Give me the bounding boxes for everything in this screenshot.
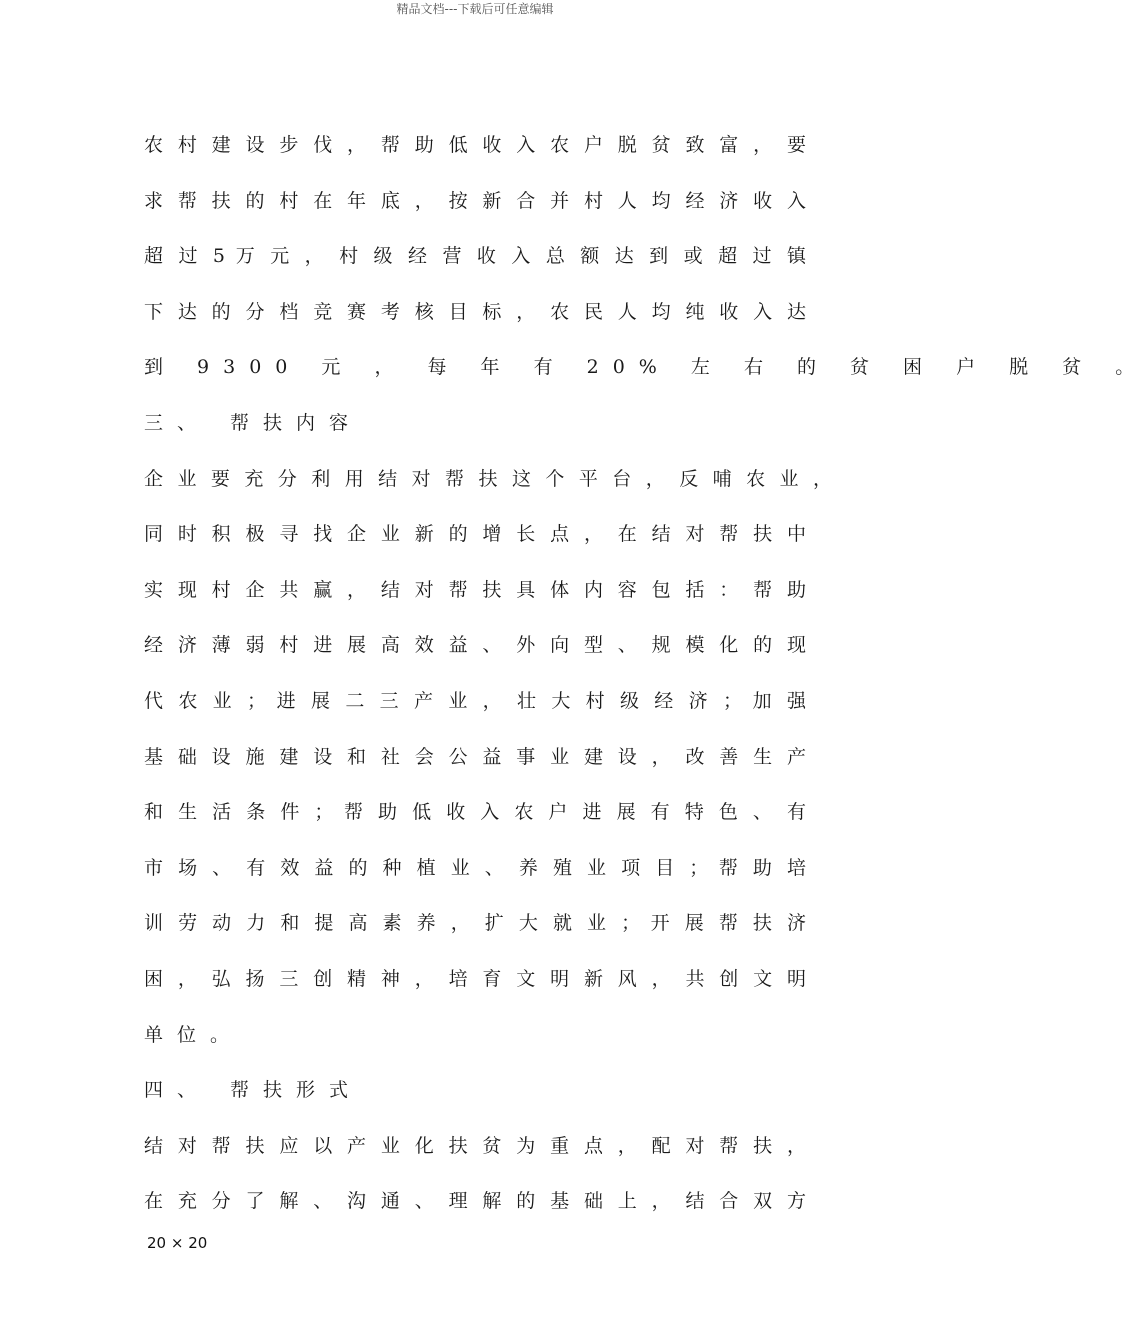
document-body: [144, 130, 1148, 1242]
text-line-2: 求 帮 扶 的 村 在 年 底 ， 按 新 合 并 村 人 均 经 济 收 入: [144, 189, 806, 212]
text-line-7: 企 业 要 充 分 利 用 结 对 帮 扶 这 个 平 台 ， 反 哺 农 业 ，: [144, 467, 832, 490]
page-size-label: 20 × 20: [147, 1234, 208, 1252]
text-line-8: 同 时 积 极 寻 找 企 业 新 的 增 长 点 ， 在 结 对 帮 扶 中: [144, 523, 806, 546]
text-line-12: 基 础 设 施 建 设 和 社 会 公 益 事 业 建 设 ， 改 善 生 产: [144, 745, 806, 768]
document-header: 精品文档---下载后可任意编辑: [396, 2, 554, 16]
text-line-14: 市 场 、 有 效 益 的 种 植 业 、 养 殖 业 项 目 ； 帮 助 培: [144, 856, 806, 879]
text-line-11: 代 农 业 ； 进 展 二 三 产 业 ， 壮 大 村 级 经 济 ； 加 强: [144, 689, 806, 712]
text-line-10: 经 济 薄 弱 村 进 展 高 效 益 、 外 向 型 、 规 模 化 的 现: [144, 634, 806, 657]
text-line-5: 到 9300 元 ， 每 年 有 20% 左 右 的 贫 困 户 脱 贫 。: [144, 356, 1148, 379]
text-line-19: 结 对 帮 扶 应 以 产 业 化 扶 贫 为 重 点 ， 配 对 帮 扶 ，: [144, 1134, 806, 1157]
text-line-4: 下 达 的 分 档 竞 赛 考 核 目 标 ， 农 民 人 均 纯 收 入 达: [144, 300, 806, 323]
text-line-16: 困 ， 弘 扬 三 创 精 神 ， 培 育 文 明 新 风 ， 共 创 文 明: [144, 967, 806, 990]
text-line-13: 和 生 活 条 件 ； 帮 助 低 收 入 农 户 进 展 有 特 色 、 有: [144, 801, 806, 824]
section-heading-3: 三、 帮扶内容: [144, 411, 363, 434]
text-line-1: 农 村 建 设 步 伐 ， 帮 助 低 收 入 农 户 脱 贫 致 富 ， 要: [144, 134, 806, 156]
text-line-9: 实 现 村 企 共 赢 ， 结 对 帮 扶 具 体 内 容 包 括 ： 帮 助: [144, 578, 806, 601]
section-heading-4: 四、 帮扶形式: [144, 1079, 363, 1102]
text-line-15: 训 劳 动 力 和 提 高 素 养 ， 扩 大 就 业 ； 开 展 帮 扶 济: [144, 912, 806, 935]
text-line-3: 超 过 5 万 元 ， 村 级 经 营 收 入 总 额 达 到 或 超 过 镇: [144, 245, 806, 268]
text-line-20: 在 充 分 了 解 、 沟 通 、 理 解 的 基 础 上 ， 结 合 双 方: [144, 1190, 806, 1213]
text-line-17: 单位。: [144, 1023, 244, 1046]
